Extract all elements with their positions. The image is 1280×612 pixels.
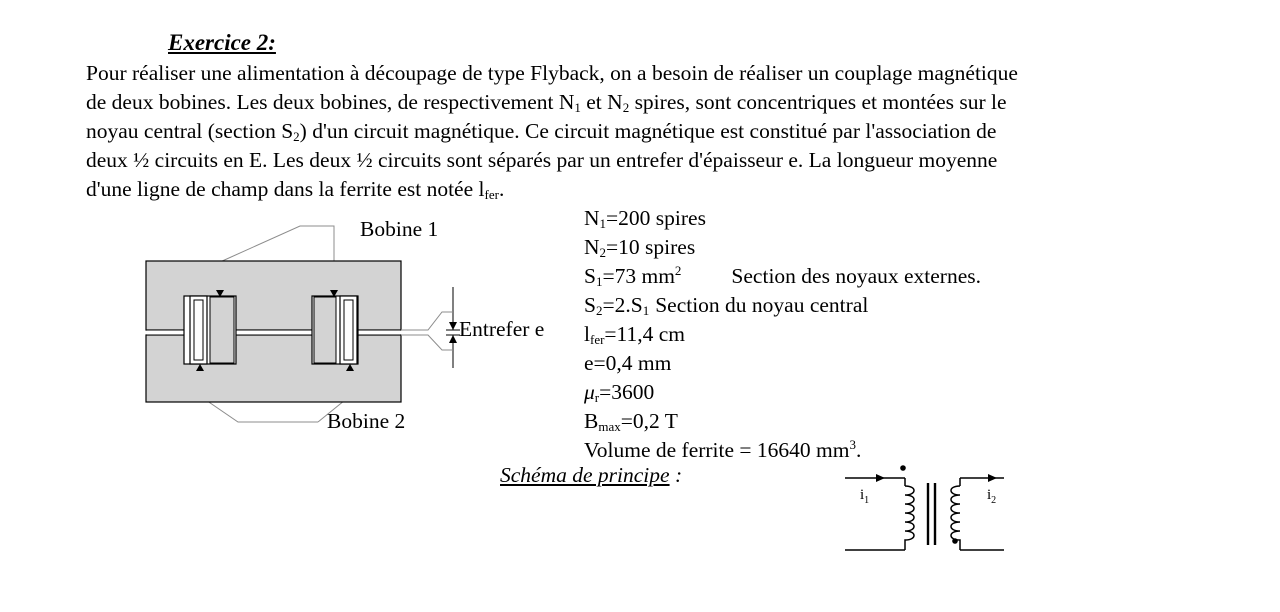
coil-right-bobine1 xyxy=(314,297,336,363)
param-bmax: $B_{max}=0,2$ T xyxy=(584,409,678,434)
transformer-schematic xyxy=(845,478,1004,550)
param-e: e=0,4 mm xyxy=(584,351,672,375)
exercise-title: Exercice 2: xyxy=(168,30,276,55)
coil-left-inner xyxy=(194,300,203,360)
param-lfer: $l_{fer}=11,4$ cm xyxy=(584,322,686,347)
param-s2: $S_2=2.S_1$ Section du noyau central xyxy=(584,293,869,318)
current-label-i2: $i_2$ xyxy=(987,487,997,506)
parameter-list xyxy=(584,204,981,465)
coil-left-bobine1 xyxy=(210,297,234,363)
bobine2-label: Bobine 2 xyxy=(327,409,406,433)
current-label-i1: $i_1$ xyxy=(860,487,870,506)
param-n2: $N_2=10$ spires xyxy=(584,235,696,260)
secondary-winding xyxy=(951,486,960,542)
param-mu: $\mu_r=3600$ xyxy=(584,380,655,405)
polarity-dot-primary xyxy=(900,465,906,471)
entrefer-label: Entrefer e xyxy=(459,317,545,341)
statement-line-5: d'une ligne de champ dans la ferrite est notée $l_{fer}$. xyxy=(86,177,505,202)
bobine1-label: Bobine 1 xyxy=(360,217,439,241)
statement-line-1: Pour réaliser une alimentation à découpage de type Flyback, on a besoin de réaliser un couplage magnétique xyxy=(86,61,1018,85)
param-volume: Volume de ferrite = 16640 $mm^3$. xyxy=(584,437,862,462)
statement-line-4: deux ½ circuits en E. Les deux ½ circuits sont séparés par un entrefer d'épaisseur e. La longueur moyenne xyxy=(86,148,998,172)
param-s1: $S_1=73$ $mm^2$ Section des noyaux externes. xyxy=(584,263,981,289)
primary-winding xyxy=(905,486,914,542)
param-n1: $N_1=200$ spires xyxy=(584,206,706,231)
statement-line-2: de deux bobines. Les deux bobines, de respectivement $N_1$ et $N_2$ spires, sont concentriques et montées sur le xyxy=(86,90,1007,115)
coil-right-inner xyxy=(344,300,353,360)
entrefer-leader xyxy=(401,312,453,350)
current-arrow-i2 xyxy=(988,474,997,482)
current-arrow-i1 xyxy=(876,474,885,482)
schema-title: Schéma de principe : xyxy=(500,463,683,487)
statement-line-3: noyau central (section $S_2$) d'un circuit magnétique. Ce circuit magnétique est constitué par l'association de xyxy=(86,119,997,144)
polarity-dot-secondary xyxy=(952,538,958,544)
